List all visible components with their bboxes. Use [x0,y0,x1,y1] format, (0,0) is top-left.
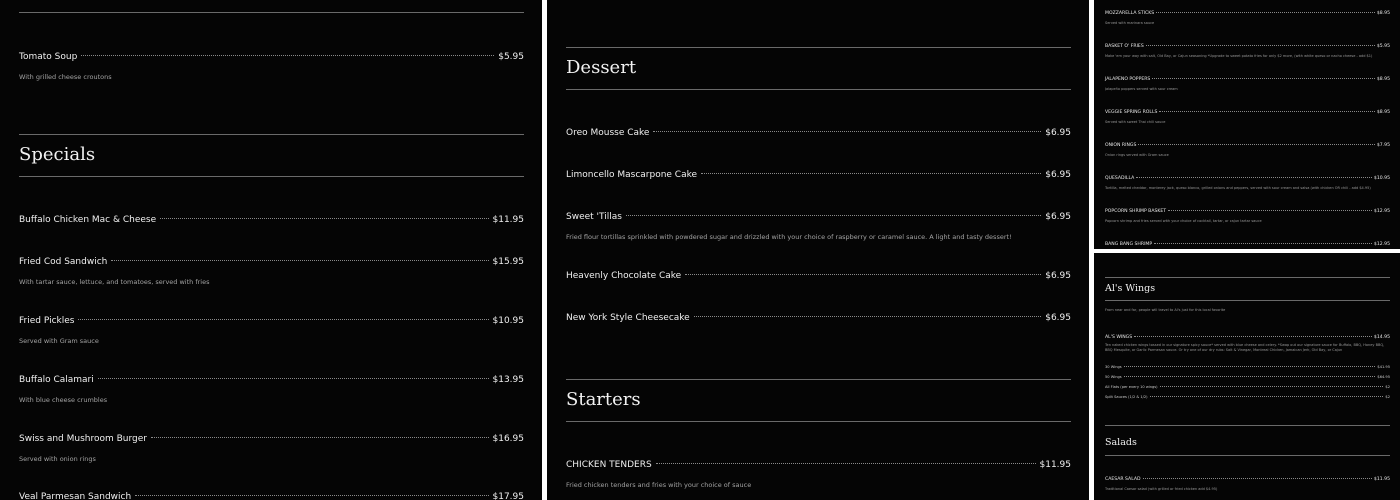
item-price: $15.95 [492,257,524,267]
menu-item [1105,11,1390,25]
option-price: $64.95 [1377,375,1390,379]
menu-panel-dessert-starters [547,0,1089,500]
item-name: AL'S WINGS [1105,335,1133,340]
item-name: BASKET O' FRIES [1105,44,1144,49]
menu-panel-wings-salads [1094,253,1400,500]
dot-leader [701,173,1041,174]
divider [566,379,1071,380]
item-name: CHICKEN TENDERS [566,460,652,470]
item-name: Buffalo Calamari [19,375,94,385]
item-description: Served with onion rings [19,455,96,463]
menu-item [1105,44,1390,58]
dot-leader [1156,12,1375,13]
item-description: Fried flour tortillas sprinkled with powdered sugar and drizzled with your choice of raspberry or caramel sauce. A light and tasty dessert! [566,233,1012,241]
option-price: $2 [1385,395,1390,399]
section-intro: From near and far, people will travel to Al's just for this local favorite [1105,308,1226,312]
dot-leader [1124,366,1376,367]
item-name: BANG BANG SHRIMP [1105,242,1153,247]
divider [19,12,524,13]
item-description: Fried chicken tenders and fries with your choice of sauce [566,481,752,489]
dot-leader [81,55,494,56]
dot-leader [1154,243,1372,244]
menu-item [566,212,1071,241]
menu-item [1105,176,1390,190]
item-name: CAESAR SALAD [1105,477,1141,482]
item-price: $8.95 [1376,11,1390,16]
dot-leader [685,274,1041,275]
option-row [1105,365,1390,369]
item-price: $6.95 [1045,271,1071,281]
option-row [1105,375,1390,379]
divider [1105,277,1390,278]
option-name: 50 Wings [1105,375,1122,379]
section-title-wings: Al's Wings [1105,283,1156,294]
menu-item [566,460,1071,489]
menu-item [19,257,524,286]
menu-item [1105,477,1390,491]
item-description: Make 'em your way with salt, Old Bay, or Cajun seasoning *Upgrade to sweet potato fries for only $2 more, (with white queso or nacho cheese - add $1) [1105,54,1373,58]
item-name: Fried Pickles [19,316,75,326]
item-description: Ten naked chicken wings tossed in our signature spicy sauce* served with blue cheese and celery. *Swap out our signature sauce for Buffalo, BBQ, Honey BBQ, BBQ Mesquite, or Garlic Parmesan sauce. Or try one of our dry rubs: Salt & Vinegar, Montreal Chicken, Jamaican Jerk, Old Bay, or Cajun [1105,343,1385,352]
item-description: Tortilla, melted cheddar, monterey jack, queso blanco, grilled onions and peppers, served with sour cream and salsa (with chicken OR chili - add $4.95) [1105,186,1371,190]
dot-leader [1168,210,1372,211]
item-price: $6.95 [1045,313,1071,323]
option-name: 30 Wings [1105,365,1122,369]
divider [566,47,1071,48]
dot-leader [1159,111,1374,112]
item-price: $16.95 [492,434,524,444]
dot-leader [1150,396,1384,397]
item-price: $6.95 [1045,212,1071,222]
dot-leader [1124,376,1376,377]
option-name: Split Sauces (1/2 & 1/2) [1105,395,1148,399]
dot-leader [111,260,488,261]
item-name: New York Style Cheesecake [566,313,690,323]
menu-item [566,170,1071,180]
divider [566,89,1071,90]
dot-leader [1134,336,1372,337]
item-description: Onion rings served with Gram sauce [1105,153,1169,157]
item-price: $12.95 [1373,242,1390,247]
item-name: VEGGIE SPRING ROLLS [1105,110,1158,115]
menu-item [19,316,524,345]
item-price: $5.95 [498,52,524,62]
dot-leader [151,437,489,438]
item-description: Jalapeño poppers served with sour cream [1105,87,1178,91]
dot-leader [1136,177,1372,178]
dot-leader [694,316,1042,317]
menu-item [19,215,524,225]
item-price: $8.95 [1376,77,1390,82]
item-price: $13.95 [492,375,524,385]
item-price: $6.95 [1045,170,1071,180]
menu-item [1105,143,1390,157]
item-name: Veal Parmesan Sandwich [19,492,132,500]
item-description: With blue cheese crumbles [19,396,108,404]
dot-leader [1152,78,1374,79]
item-name: Oreo Mousse Cake [566,128,650,138]
item-name: Buffalo Chicken Mac & Cheese [19,215,157,225]
item-name: Sweet 'Tillas [566,212,622,222]
section-title-starters: Starters [566,389,641,410]
item-price: $7.95 [1376,143,1390,148]
item-name: Heavenly Chocolate Cake [566,271,682,281]
item-price: $10.95 [492,316,524,326]
menu-item [566,271,1071,281]
dot-leader [78,319,488,320]
dot-leader [160,218,488,219]
item-name: Swiss and Mushroom Burger [19,434,147,444]
dot-leader [1146,45,1375,46]
dot-leader [98,378,489,379]
item-name: POPCORN SHRIMP BASKET [1105,209,1167,214]
section-title-specials: Specials [19,144,96,165]
divider [1105,300,1390,301]
option-price: $41.95 [1377,365,1390,369]
option-name: All Flats (per every 10 wings) [1105,385,1158,389]
item-description: With tartar sauce, lettuce, and tomatoes, served with fries [19,278,210,286]
menu-item [19,492,524,500]
item-price: $8.95 [1376,110,1390,115]
option-row [1105,395,1390,399]
dot-leader [135,495,488,496]
item-price: $17.95 [492,492,524,500]
dot-leader [656,463,1036,464]
option-price: $2 [1385,385,1390,389]
item-price: $11.95 [1039,460,1071,470]
menu-item [1105,209,1390,223]
item-description: Popcorn shrimp and fries served with your choice of cocktail, tartar, or cajun tartar sauce [1105,219,1262,223]
item-price: $11.95 [492,215,524,225]
menu-panel-starters-list [1094,0,1400,249]
item-name: ONION RINGS [1105,143,1137,148]
item-price: $11.95 [1373,477,1390,482]
menu-item [566,128,1071,138]
item-price: $6.95 [1045,128,1071,138]
divider [19,134,524,135]
menu-item [1105,77,1390,91]
item-description: Served with sweet Thai chili sauce [1105,120,1166,124]
item-price: $12.95 [1373,209,1390,214]
dot-leader [1143,478,1372,479]
item-name: MOZZARELLA STICKS [1105,11,1155,16]
item-name: Tomato Soup [19,52,78,62]
menu-item [19,375,524,404]
option-row [1105,385,1390,389]
menu-item [1105,110,1390,124]
menu-item [19,434,524,463]
item-price: $10.95 [1373,176,1390,181]
section-title-dessert: Dessert [566,57,637,78]
menu-item [19,52,524,81]
menu-item [566,313,1071,323]
menu-item [1105,242,1390,247]
section-title-salads: Salads [1105,437,1137,448]
item-name: Fried Cod Sandwich [19,257,108,267]
divider [1105,455,1390,456]
item-price: $14.95 [1373,335,1390,340]
dot-leader [1138,144,1374,145]
item-name: JALAPENO POPPERS [1105,77,1151,82]
item-description: Served with marinara sauce [1105,21,1155,25]
divider [1105,425,1390,426]
item-description: With grilled cheese croutons [19,73,112,81]
divider [566,421,1071,422]
dot-leader [653,131,1041,132]
item-description: Traditional Caesar salad (with grilled or fried chicken add $4.95) [1105,487,1218,491]
item-description: Served with Gram sauce [19,337,99,345]
divider [19,176,524,177]
menu-item [1105,335,1390,353]
item-name: Limoncello Mascarpone Cake [566,170,698,180]
item-price: $5.95 [1376,44,1390,49]
item-name: QUESADILLA [1105,176,1135,181]
menu-panel-soups-specials [0,0,542,500]
dot-leader [626,215,1041,216]
dot-leader [1160,386,1384,387]
